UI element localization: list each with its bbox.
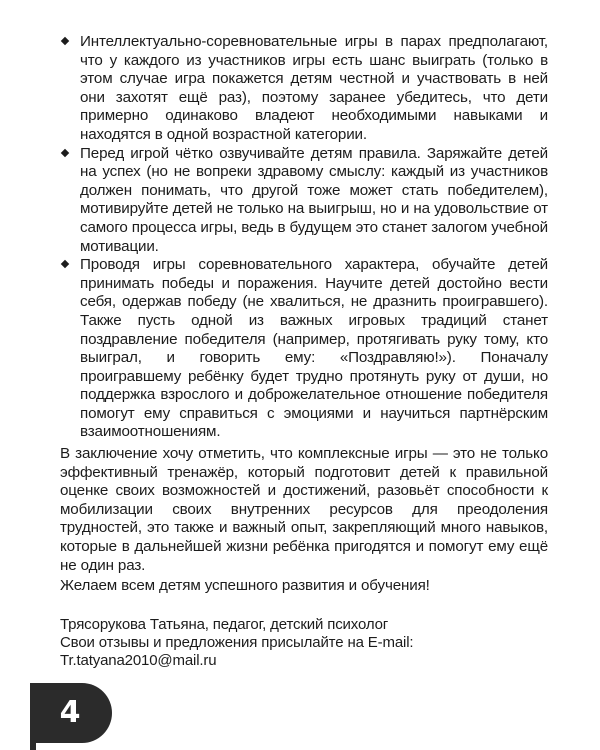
- feedback-line: Свои отзывы и предложения присылайте на E-mail:: [60, 634, 414, 652]
- closing-line: Желаем всем детям успешного развития и обучения!: [60, 577, 430, 595]
- email-address[interactable]: Tr.tatyana2010@mail.ru: [60, 652, 217, 670]
- author-signature: [60, 616, 548, 671]
- list-item: [60, 256, 548, 442]
- tips-list: [60, 33, 548, 442]
- list-item: [60, 33, 548, 145]
- diamond-bullet-icon: [61, 37, 69, 45]
- diamond-bullet-icon: [61, 148, 69, 156]
- list-item-text: Проводя игры соревновательного характера, обучайте детей принимать победы и поражения. Научите детей достойно вести себя, одержав победу (не хвалиться, не дразнить проигравшего). Также пусть одной из важных игровых традиций станет поздравление победителя (например, протягивать руку тому, кто выиграл, и говорить ему: «Поздравляю!»). Поначалу проигравшему ребёнку будет трудно протянуть руку от души, но поддержка взрослого и доброжелательное отношение победителя помогут ему справиться с эмоциями и научиться партнёрским взаимоотношениям.: [80, 256, 548, 441]
- page-number: 4: [59, 695, 81, 730]
- page-content: [60, 33, 548, 670]
- author-line: Трясорукова Татьяна, педагог, детский психолог: [60, 615, 389, 633]
- list-item-text: Перед игрой чётко озвучивайте детям правила. Заряжайте детей на успех (но не вопреки здравому смыслу: каждый из участников должен понимать, что другой тоже может стать победителем), мотивируйте детей не только на выигрыш, но и на удовольствие от самого процесса игры, ведь в будущем это станет залогом учебной мотивации.: [80, 144, 548, 255]
- list-item-text: Интеллектуально-соревновательные игры в парах предполагают, что у каждого из участников игры есть шанс выиграть (только в этом случае игра покажется детям честной и участвовать в ней они захотят ещё раз), поэтому заранее убедитесь, что дети примерно одинаково владеют необходимыми навыками и находятся в одной возрастной категории.: [80, 33, 548, 143]
- conclusion-paragraph: В заключение хочу отметить, что комплексные игры — это не только эффективный тренажёр, который подготовит детей к правильной оценке своих возможностей и достижений, разовьёт способности к мобилизации своих внутренних ресурсов для преодоления трудностей, это также и важный опыт, закрепляющий много навыков, которые в дальнейшей жизни ребёнка пригодятся и помогут ему ещё не один раз.: [60, 445, 548, 574]
- diamond-bullet-icon: [61, 260, 69, 268]
- list-item: [60, 145, 548, 257]
